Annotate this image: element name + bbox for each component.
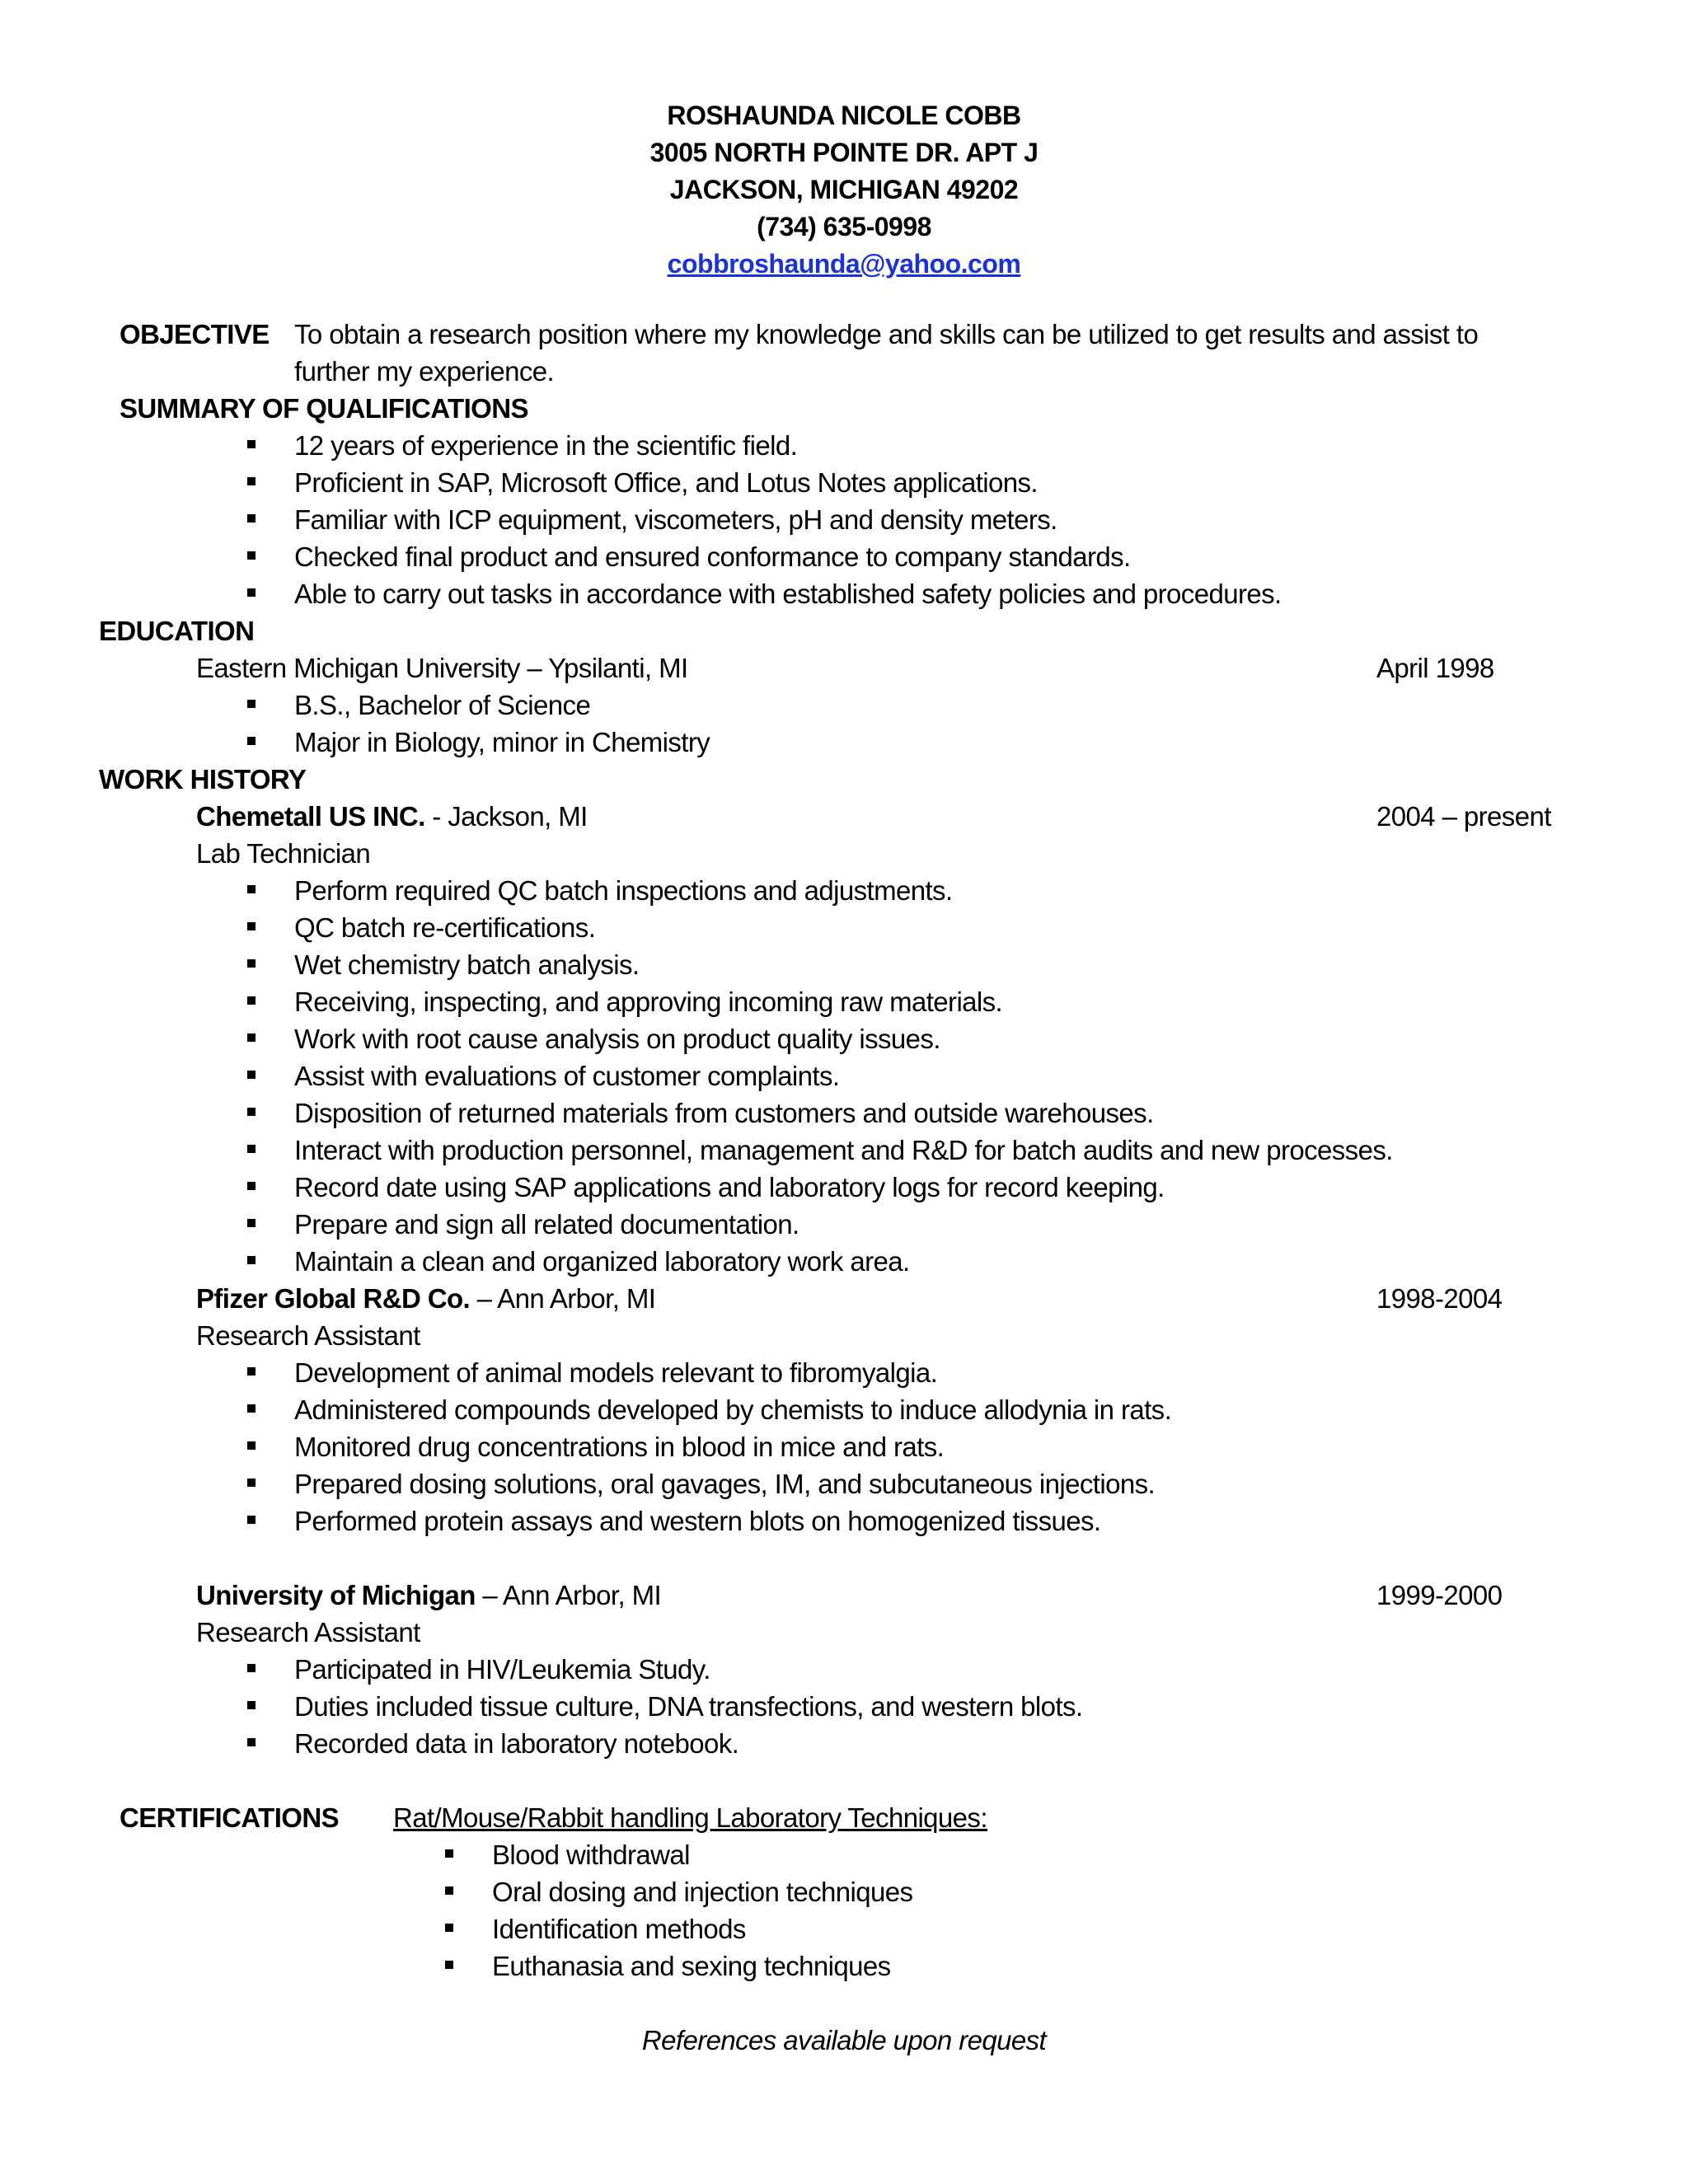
work-history-heading: WORK HISTORY xyxy=(99,764,307,794)
address-line-1: 3005 NORTH POINTE DR. APT J xyxy=(649,138,1039,167)
job-title: Lab Technician xyxy=(196,838,371,869)
certification-item: Oral dosing and injection techniques xyxy=(492,1877,913,1907)
job-location: - Jackson, MI xyxy=(424,801,588,832)
certification-item: Euthanasia and sexing techniques xyxy=(492,1951,891,1981)
job-duty: Wet chemistry batch analysis. xyxy=(294,949,640,980)
education-school: Eastern Michigan University – Ypsilanti, MI xyxy=(196,653,688,683)
job-duty: Performed protein assays and western blots on homogenized tissues. xyxy=(294,1506,1101,1536)
job-duty: QC batch re-certifications. xyxy=(294,912,596,943)
education-date: April 1998 xyxy=(1376,653,1494,683)
objective-heading: OBJECTIVE xyxy=(120,319,270,349)
bullet-icon xyxy=(247,1516,256,1524)
address-line-2: JACKSON, MICHIGAN 49202 xyxy=(669,175,1019,204)
job-header xyxy=(196,798,588,835)
bullet-icon xyxy=(247,1033,256,1042)
job-location: – Ann Arbor, MI xyxy=(475,1580,662,1610)
education-heading: EDUCATION xyxy=(99,616,255,646)
bullet-icon xyxy=(445,1849,453,1858)
job-duty: Recorded data in laboratory notebook. xyxy=(294,1728,739,1759)
job-duty: Record date using SAP applications and laboratory logs for record keeping. xyxy=(294,1172,1165,1202)
bullet-icon xyxy=(247,1479,256,1487)
job-duty: Perform required QC batch inspections and adjustments. xyxy=(294,875,953,906)
certifications-heading: CERTIFICATIONS xyxy=(120,1802,339,1833)
bullet-icon xyxy=(247,737,256,745)
references-footer: References available upon request xyxy=(641,2025,1047,2055)
job-title: Research Assistant xyxy=(196,1617,420,1647)
summary-item: Able to carry out tasks in accordance with established safety policies and procedures. xyxy=(294,579,1282,609)
bullet-icon xyxy=(247,885,256,893)
bullet-icon xyxy=(247,1367,256,1376)
certification-item: Identification methods xyxy=(492,1914,746,1944)
bullet-icon xyxy=(247,551,256,560)
bullet-icon xyxy=(247,477,256,485)
job-location: – Ann Arbor, MI xyxy=(470,1283,656,1314)
objective-line-1: To obtain a research position where my knowledge and skills can be utilized to get results and assist to xyxy=(294,319,1479,349)
job-duty: Prepared dosing solutions, oral gavages, IM, and subcutaneous injections. xyxy=(294,1469,1156,1499)
job-company: Pfizer Global R&D Co. xyxy=(196,1283,471,1314)
bullet-icon xyxy=(247,1256,256,1264)
job-duty: Disposition of returned materials from customers and outside warehouses. xyxy=(294,1098,1154,1128)
bullet-icon xyxy=(247,959,256,968)
job-duty: Maintain a clean and organized laboratory work area. xyxy=(294,1246,910,1277)
summary-item: Familiar with ICP equipment, viscometers, pH and density meters. xyxy=(294,504,1057,535)
objective-line-2: further my experience. xyxy=(294,356,555,387)
job-header xyxy=(196,1577,661,1614)
bullet-icon xyxy=(247,514,256,523)
bullet-icon xyxy=(247,1441,256,1450)
bullet-icon xyxy=(247,1071,256,1079)
bullet-icon xyxy=(247,1145,256,1153)
job-date: 1999-2000 xyxy=(1376,1580,1503,1610)
job-duty: Administered compounds developed by chemists to induce allodynia in rats. xyxy=(294,1394,1172,1425)
contact-header xyxy=(0,97,1688,283)
job-duty: Participated in HIV/Leukemia Study. xyxy=(294,1654,710,1685)
job-duty: Duties included tissue culture, DNA transfections, and western blots. xyxy=(294,1691,1083,1722)
job-duty: Monitored drug concentrations in blood in mice and rats. xyxy=(294,1432,945,1462)
bullet-icon xyxy=(247,1404,256,1413)
bullet-icon xyxy=(247,700,256,708)
job-duty: Prepare and sign all related documentation. xyxy=(294,1209,799,1240)
bullet-icon xyxy=(247,996,256,1005)
summary-item: Checked final product and ensured conformance to company standards. xyxy=(294,541,1131,572)
bullet-icon xyxy=(247,440,256,448)
summary-heading: SUMMARY OF QUALIFICATIONS xyxy=(120,393,528,424)
job-title: Research Assistant xyxy=(196,1320,420,1351)
bullet-icon xyxy=(247,1701,256,1709)
education-item: B.S., Bachelor of Science xyxy=(294,690,591,720)
job-duty: Assist with evaluations of customer complaints. xyxy=(294,1061,840,1091)
job-date: 2004 – present xyxy=(1376,801,1551,832)
bullet-icon xyxy=(247,1108,256,1116)
bullet-icon xyxy=(247,588,256,597)
job-duty: Receiving, inspecting, and approving incoming raw materials. xyxy=(294,987,1003,1017)
job-date: 1998-2004 xyxy=(1376,1283,1503,1314)
bullet-icon xyxy=(247,1219,256,1227)
phone-number: (734) 635-0998 xyxy=(757,212,931,241)
bullet-icon xyxy=(445,1886,453,1895)
job-company: Chemetall US INC. xyxy=(196,801,425,832)
certification-item: Blood withdrawal xyxy=(492,1840,690,1870)
education-item: Major in Biology, minor in Chemistry xyxy=(294,727,710,757)
bullet-icon xyxy=(445,1961,453,1969)
applicant-name: ROSHAUNDA NICOLE COBB xyxy=(667,101,1021,130)
job-header xyxy=(196,1280,655,1317)
job-duty: Work with root cause analysis on product quality issues. xyxy=(294,1024,940,1054)
bullet-icon xyxy=(247,1664,256,1672)
job-duty: Interact with production personnel, management and R&D for batch audits and new processes. xyxy=(294,1135,1393,1165)
bullet-icon xyxy=(247,922,256,930)
summary-item: Proficient in SAP, Microsoft Office, and Lotus Notes applications. xyxy=(294,467,1038,498)
bullet-icon xyxy=(445,1924,453,1932)
bullet-icon xyxy=(247,1738,256,1746)
certifications-subheading: Rat/Mouse/Rabbit handling Laboratory Techniques: xyxy=(393,1802,987,1833)
job-duty: Development of animal models relevant to fibromyalgia. xyxy=(294,1357,938,1388)
summary-item: 12 years of experience in the scientific field. xyxy=(294,430,798,461)
bullet-icon xyxy=(247,1182,256,1190)
email-link[interactable]: cobbroshaunda@yahoo.com xyxy=(667,249,1021,279)
job-company: University of Michigan xyxy=(196,1580,476,1610)
